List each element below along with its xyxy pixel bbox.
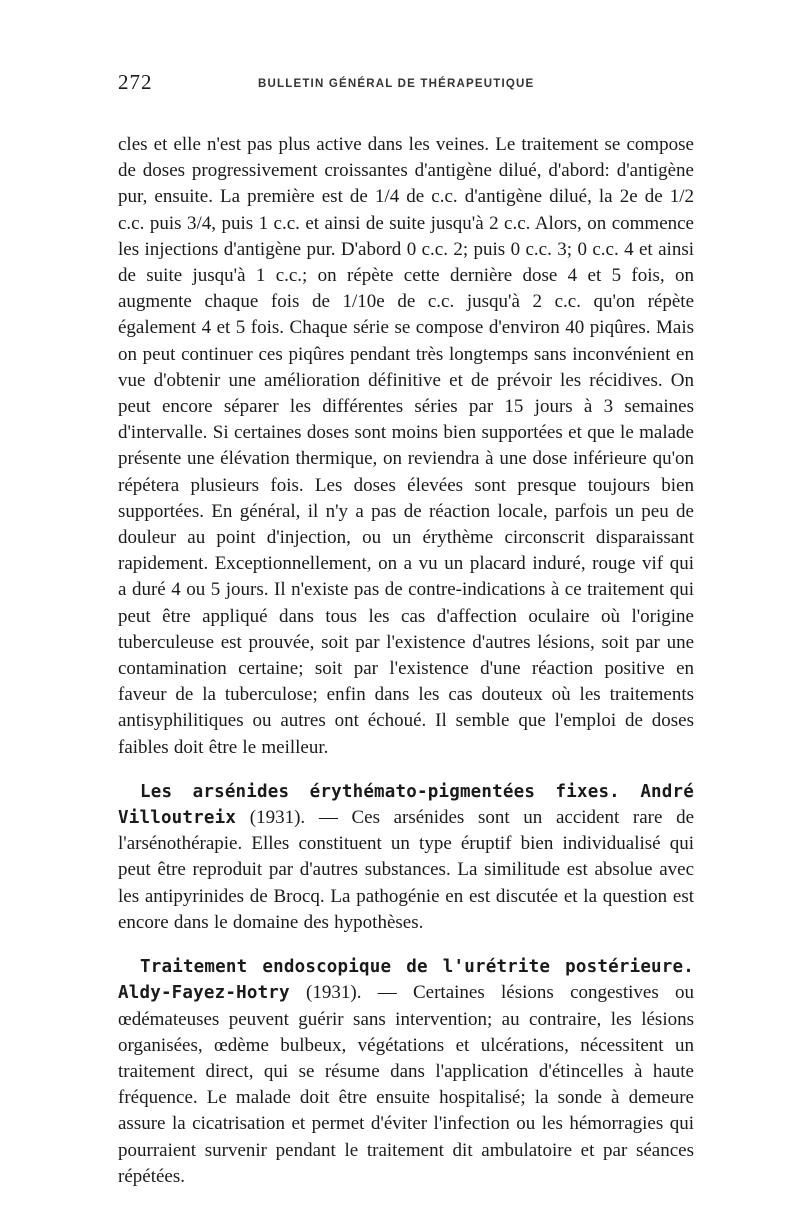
abstract-entry-arsenides [118, 779, 694, 936]
entry-body: (1931). — Ces arsénides sont un accident rare de l'arsénothérapie. Elles constituent un type éruptif bien individualisé qui peut être reproduit par d'autres substances. La similitude est absolue avec les antipyrinides de Brocq. La pathogénie en est discutée et la question est encore dans le domaine des hypothèses. [118, 807, 694, 933]
continuation-paragraph: cles et elle n'est pas plus active dans les veines. Le traitement se compose de doses progressivement croissantes d'antigène dilué, d'abord: d'antigène pur, ensuite. La première est de 1/4 de c.c. d'antigène dilué, la 2e de 1/2 c.c. puis 3/4, puis 1 c.c. et ainsi de suite jusqu'à 2 c.c. Alors, on commence les injections d'antigène pur. D'abord 0 c.c. 2; puis 0 c.c. 3; 0 c.c. 4 et ainsi de suite jusqu'à 1 c.c.; on répète cette dernière dose 4 et 5 fois, on augmente chaque fois de 1/10e de c.c. jusqu'à 2 c.c. qu'on répète également 4 et 5 fois. Chaque série se compose d'environ 40 piqûres. Mais on peut continuer ces piqûres pendant très longtemps sans inconvénient en vue d'obtenir une amélioration définitive et de prévoir les récidives. On peut encore séparer les différentes séries par 15 jours à 3 semaines d'intervalle. Si certaines doses sont moins bien supportées et que le malade présente une élévation thermique, on reviendra à une dose inférieure qu'on répétera plusieurs fois. Les doses élevées sont presque toujours bien supportées. En général, il n'y a pas de réaction locale, parfois un peu de douleur au point d'injection, ou un érythème circonscrit disparaissant rapidement. Exceptionnellement, on a vu un placard induré, rouge vif qui a duré 4 ou 5 jours. Il n'existe pas de contre-indications à ce traitement qui peut être appliqué dans tous les cas d'affection oculaire où l'origine tuberculeuse est prouvée, soit par l'existence d'autres lésions, soit par une contamination certaine; soit par l'existence d'une réaction positive en faveur de la tuberculose; enfin dans les cas douteux où les traitements antisyphilitiques ou autres ont échoué. Il semble que l'emploi de doses faibles doit être le meilleur. [118, 134, 694, 758]
running-header [118, 70, 694, 100]
entry-body: (1931). — Certaines lésions congestives ou œdémateuses peuvent guérir sans intervention; au contraire, les lésions organisées, œdème bulbeux, végétations et ulcérations, nécessitent un traitement direct, qui se résume dans l'application d'étincelles à haute fréquence. Le malade doit être ensuite hospitalisé; la sonde à demeure assure la cicatrisation et permet d'éviter l'infection ou les hémorragies qui pourraient survenir pendant le traitement dit ambulatoire et par séances répétées. [118, 982, 694, 1187]
entry-title: Les arsénides érythémato-pigmentées fixes. André Villoutreix [118, 781, 694, 829]
abstract-entry-uretrite [118, 954, 694, 1190]
page-number: 272 [118, 70, 153, 94]
entry-title: Traitement endoscopique de l'urétrite postérieure. Aldy-Fayez-Hotry [118, 957, 694, 1004]
journal-title: BULLETIN GÉNÉRAL DE THÉRAPEUTIQUE [258, 78, 535, 90]
document-page [118, 70, 694, 1190]
